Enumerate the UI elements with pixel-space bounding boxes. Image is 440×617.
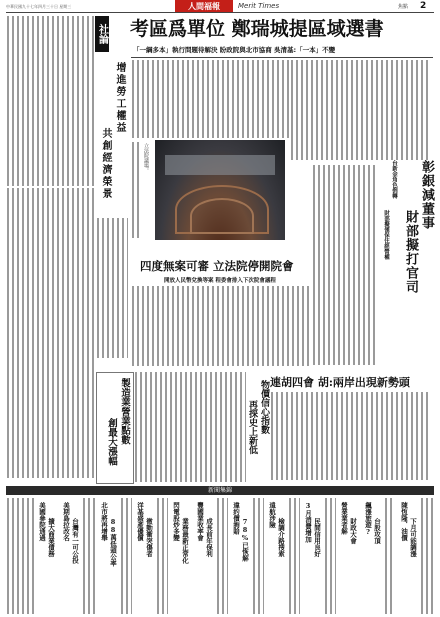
brief-12-headline-1: 陳恆隆、油價 (400, 502, 408, 541)
right-story-text-top (290, 60, 430, 160)
issue-date: 中華民國九十七年四月三十日 星期三 (6, 4, 72, 9)
page-number: 2 (420, 1, 427, 11)
brief-8-headline-2: 檢調介路搜索 (277, 518, 285, 557)
brief-12-text (420, 498, 434, 614)
brief-1-text (6, 498, 36, 614)
right-headline-2: 財部擬打官司 (403, 210, 418, 294)
editorial-text-right (96, 218, 128, 358)
lead-headline: 考區爲單位 鄭瑞城提區域選書 (130, 18, 384, 40)
brief-1-headline-2: 擴大商業債務 (47, 518, 55, 557)
boxed-headline-2: 創最大漲幅 (106, 418, 117, 466)
brief-10-headline-2: 財政大會 (349, 518, 357, 544)
brief-8-text (288, 498, 300, 614)
editorial-title-1: 增進勞工權益 (114, 62, 125, 134)
meeting-text (270, 392, 430, 480)
lead-subhead: 「一綱多本」執行問題待解決 盼政院與北市協商 吳清基:「一本」不變 (133, 46, 336, 54)
prices-headline-1: 物價信心指數 (259, 380, 269, 434)
briefs-area (6, 498, 434, 614)
masthead-logo: 人間福報 (175, 0, 233, 12)
brief-6-headline-2: 成長前年保利 (205, 518, 213, 557)
brief-9-headline-2: 民間信用良好 (313, 518, 321, 557)
news-banner: 新聞集錦 (6, 486, 434, 495)
right-headline-1: 彰銀減董事 (419, 160, 434, 230)
legislature-photo (155, 140, 285, 240)
boxed-headline-1: 製造業營業點數 (119, 378, 130, 445)
brief-9-text (324, 498, 336, 614)
brief-3-text (120, 498, 132, 614)
header-rule (6, 12, 434, 13)
photo-caption: 立法院議場。 (143, 143, 149, 173)
legislature-subhead: 開放人民幣兌換等案 程委會排入下次院會議程 (164, 278, 276, 284)
right-story-text-body (312, 165, 378, 365)
editorial-tag: 社論 (95, 16, 109, 52)
masthead-logo-en: Merit Times (238, 2, 280, 10)
brief-11-headline-1: 飆漲旅遊? (364, 502, 372, 536)
brief-1-headline-1: 美國參院通過 (38, 502, 46, 541)
editorial-text-left-col (6, 188, 94, 478)
brief-2-headline-1: 美期島拉改名 (62, 502, 70, 541)
brief-7-text (252, 498, 264, 614)
legislature-body-text (131, 286, 309, 366)
right-sub-1: 台新金角色倒轉 (391, 160, 397, 199)
editorial-title-2: 共創經濟榮景 (100, 128, 111, 200)
brief-11-headline-2: 台股攻頂 (373, 518, 381, 544)
section-label: 焦點 (398, 4, 409, 10)
prices-headline-2: 再探史上新低 (247, 400, 257, 454)
editorial-text-top (6, 16, 94, 186)
right-sub-2: 財部擬僅保住經營權 (383, 210, 389, 260)
brief-4-text (156, 498, 168, 614)
boxed-story-text (134, 372, 246, 482)
brief-2-headline-2: 台灣有一可公投 (71, 518, 79, 564)
brief-4-headline-2: 微動衝突傷者 (145, 518, 153, 557)
brief-2-text (82, 498, 96, 614)
brief-7-headline-1: 違約價詢賠 (232, 502, 240, 535)
brief-8-headline-1: 遠航涉險 (268, 502, 276, 528)
brief-7-headline-2: 78%已恢解 (241, 518, 249, 562)
brief-3-headline-2: 88萬低頭公率 (109, 518, 117, 567)
brief-9-headline-1: 3月消費增加 (304, 502, 312, 543)
brief-5-headline-1: 閃電股炒多變 (172, 502, 180, 541)
brief-12-headline-2: 下月可能調漲 (409, 518, 417, 557)
brief-6-headline-1: 豐國業收率會 (196, 502, 204, 541)
brief-6-text (216, 498, 228, 614)
brief-3-headline-1: 北市將再增舉 (100, 502, 108, 541)
legislature-headline: 四度無案可審 立法院停開院會 (140, 259, 294, 273)
photo-side-text (131, 142, 141, 238)
brief-4-headline-1: 洋基盛產優償 (136, 502, 144, 541)
brief-10-headline-1: 營業業者解 (340, 502, 348, 535)
brief-11-text (384, 498, 394, 614)
lead-rule (131, 57, 433, 58)
brief-5-headline-2: 業務最新正常化 (181, 518, 189, 564)
meeting-headline: 連胡四會 胡:兩岸出現新勢頭 (270, 376, 410, 389)
